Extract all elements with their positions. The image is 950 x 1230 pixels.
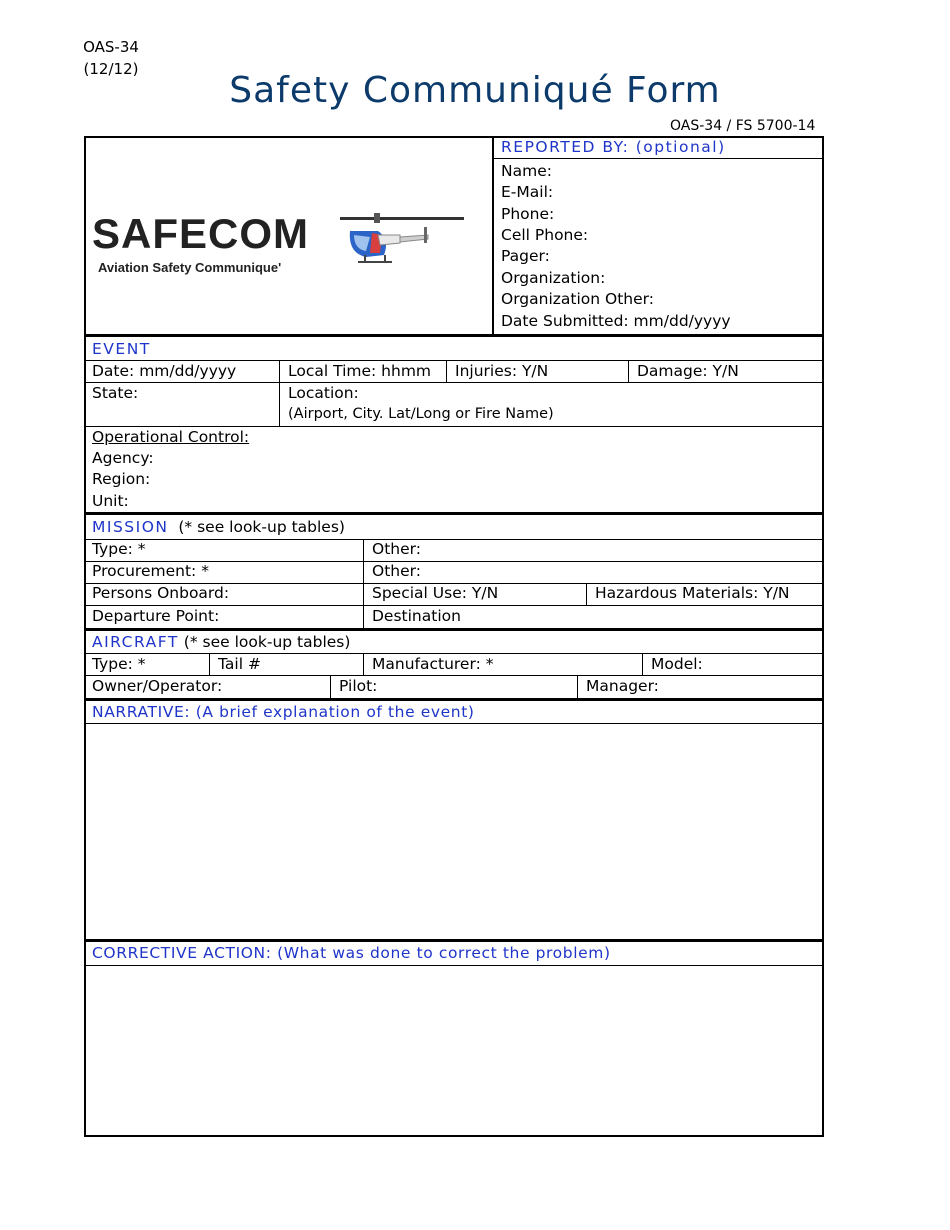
reported-by-heading: REPORTED BY: (optional) [501,138,726,156]
divider [279,360,280,426]
tail-number-field[interactable]: Tail # [218,655,261,673]
helicopter-icon [314,209,468,275]
reported-pager-field[interactable]: Pager: [501,247,550,265]
section-divider [84,628,824,631]
mission-type-other-field[interactable]: Other: [372,540,421,558]
aircraft-heading: AIRCRAFT [92,633,179,651]
section-divider [84,512,824,515]
unit-field[interactable]: Unit: [92,492,129,510]
top-divider [492,136,494,335]
event-location-hint: (Airport, City. Lat/Long or Fire Name) [288,406,554,422]
reported-organization-field[interactable]: Organization: [501,269,606,287]
reported-phone-field[interactable]: Phone: [501,205,555,223]
page-title: Safety Communiqué Form [229,70,721,111]
event-heading: EVENT [92,340,151,358]
event-local-time-field[interactable]: Local Time: hhmm [288,362,432,380]
procurement-field[interactable]: Procurement: * [92,562,209,580]
model-field[interactable]: Model: [651,655,703,673]
manufacturer-field[interactable]: Manufacturer: * [372,655,494,673]
date-submitted-field[interactable]: Date Submitted: mm/dd/yyyy [501,312,731,330]
mission-heading: MISSION [92,518,169,536]
manager-field[interactable]: Manager: [586,677,659,695]
mission-type-field[interactable]: Type: * [92,540,146,558]
owner-operator-field[interactable]: Owner/Operator: [92,677,223,695]
special-use-field[interactable]: Special Use: Y/N [372,584,499,602]
divider [84,382,824,383]
event-location-field[interactable]: Location: [288,384,359,402]
persons-onboard-field[interactable]: Persons Onboard: [92,584,230,602]
divider [84,723,824,724]
narrative-textarea[interactable] [86,725,822,938]
divider [642,653,643,675]
reported-name-field[interactable]: Name: [501,162,552,180]
form-date: (12/12) [83,60,139,78]
destination-field[interactable]: Destination [372,607,461,625]
divider [577,675,578,698]
corrective-action-heading: CORRECTIVE ACTION: (What was done to correct the problem) [92,944,611,962]
reported-cell-phone-field[interactable]: Cell Phone: [501,226,589,244]
event-date-field[interactable]: Date: mm/dd/yyyy [92,362,237,380]
narrative-heading: NARRATIVE: (A brief explanation of the event) [92,703,475,721]
logo-name: SAFECOM [92,210,309,257]
section-divider [84,334,824,337]
divider [363,653,364,675]
event-damage-field[interactable]: Damage: Y/N [637,362,739,380]
corrective-action-textarea[interactable] [86,967,822,1135]
mission-heading-note: (* see look-up tables) [178,518,345,536]
aircraft-type-field[interactable]: Type: * [92,655,146,673]
aircraft-heading-note: (* see look-up tables) [183,633,351,651]
departure-point-field[interactable]: Departure Point: [92,607,220,625]
aircraft-heading-row [92,632,350,653]
region-field[interactable]: Region: [92,470,151,488]
agency-field[interactable]: Agency: [92,449,154,467]
procurement-other-field[interactable]: Other: [372,562,421,580]
hazardous-materials-field[interactable]: Hazardous Materials: Y/N [595,584,790,602]
reported-organization-other-field[interactable]: Organization Other: [501,290,654,308]
safecom-logo [92,205,472,285]
divider [330,675,331,698]
divider [628,360,629,382]
divider [586,583,587,605]
divider [84,965,824,966]
event-state-field[interactable]: State: [92,384,139,402]
section-divider [84,698,824,701]
pilot-field[interactable]: Pilot: [339,677,378,695]
subform-id: OAS-34 / FS 5700-14 [670,118,816,134]
event-injuries-field[interactable]: Injuries: Y/N [455,362,549,380]
section-divider [84,939,824,942]
divider [493,158,824,159]
mission-heading-row [92,517,345,538]
divider [446,360,447,382]
divider [209,653,210,675]
logo-tagline: Aviation Safety Communique' [98,260,282,275]
reported-email-field[interactable]: E-Mail: [501,183,554,201]
operational-control-label: Operational Control: [92,428,250,446]
form-id: OAS-34 [83,38,139,56]
divider [84,539,824,540]
